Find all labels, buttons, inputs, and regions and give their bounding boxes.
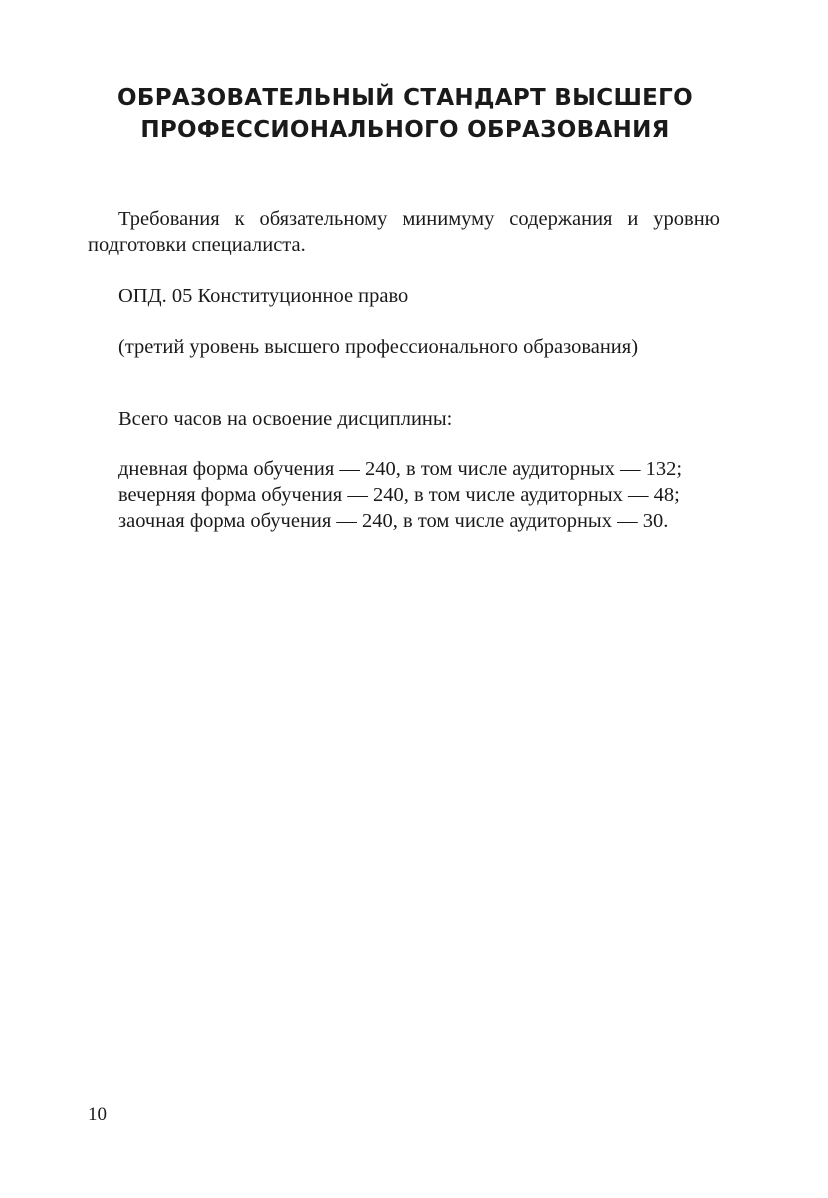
page-number: 10 xyxy=(88,1104,107,1125)
requirements-paragraph: Требования к обязательному минимуму содержания и уровню подготовки специалиста. xyxy=(88,208,720,256)
page-title-line-1: ОБРАЗОВАТЕЛЬНЫЙ СТАНДАРТ ВЫСШЕГО xyxy=(117,85,693,111)
page-title xyxy=(0,82,810,146)
hours-item-day: дневная форма обучения — 240, в том числе аудиторных — 132; xyxy=(118,458,683,480)
hours-intro: Всего часов на освоение дисциплины: xyxy=(118,408,453,430)
hours-list xyxy=(118,456,758,534)
hours-item-correspondence: заочная форма обучения — 240, в том числе аудиторных — 30. xyxy=(118,510,669,532)
hours-item-evening: вечерняя форма обучения — 240, в том числе аудиторных — 48; xyxy=(118,484,680,506)
discipline-code: ОПД. 05 Конституционное право xyxy=(118,285,409,307)
education-level: (третий уровень высшего профессионального образования) xyxy=(118,336,639,358)
page-title-line-2: ПРОФЕССИОНАЛЬНОГО ОБРАЗОВАНИЯ xyxy=(140,117,670,143)
